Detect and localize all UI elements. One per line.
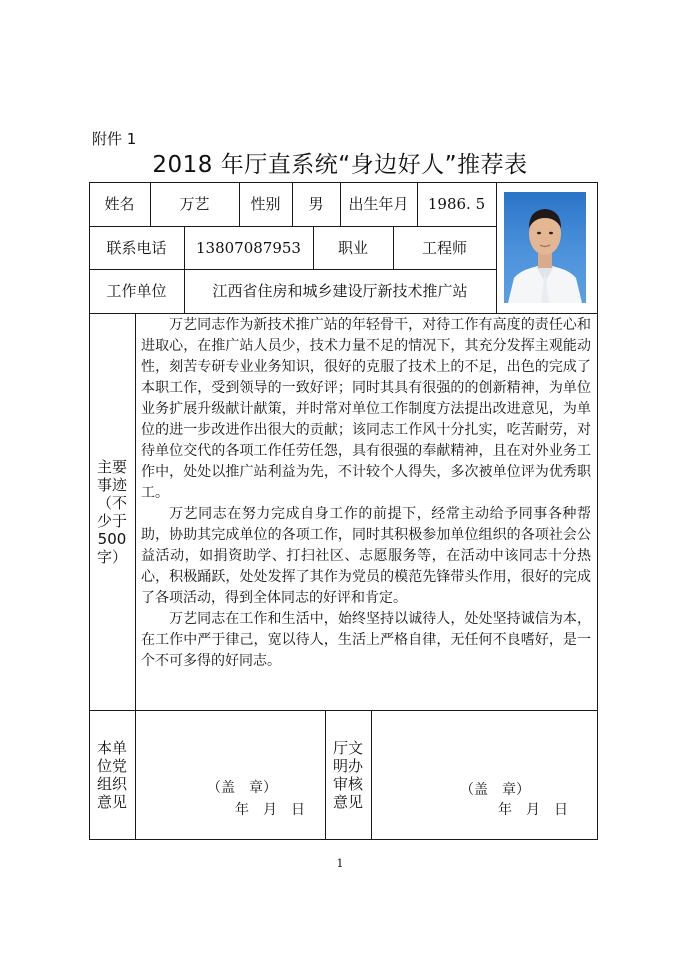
photo-divider: [496, 182, 497, 313]
party-opinion-label-line: 组织: [96, 774, 127, 793]
party-opinion-label-line: 本单: [96, 738, 127, 757]
office-review-label-line: 意见: [332, 792, 363, 811]
gender-label: 性别: [250, 195, 281, 213]
party-opinion-label: [89, 710, 135, 839]
opinion-divider-a: [135, 710, 136, 839]
party-opinion-label-line: 意见: [96, 792, 127, 811]
deeds-label: [89, 313, 135, 710]
phone-label: 联系电话: [106, 238, 167, 257]
office-review-label-line: 厅文: [332, 738, 363, 757]
deeds-label-line: 少于: [96, 511, 127, 530]
portrait-photo: [504, 192, 586, 303]
deeds-paragraph: 万艺同志在工作和生活中，始终坚持以诚待人，处处坚持诚信为本，在工作中严于律己，宽以待人，生活上严格自律，无任何不良嗜好，是一个不可多得的好同志。: [141, 611, 591, 669]
row-divider-3: [89, 313, 598, 314]
deeds-paragraph: 万艺同志在努力完成自身工作的前提下，经常主动给予同事各种帮助，协助其完成单位的各项工作，同时其积极参加单位组织的各项社会公益活动，如捐资助学、打扫社区、志愿服务等，在活动中该同志十分热心，积极踊跃，处处发挥了其作为党员的模范先锋带头作用，很好的完成了各项活动，得到全体同志的好评和肯定。: [141, 506, 591, 606]
party-date-text: 年 月 日: [235, 802, 305, 818]
attachment-label: 附件 1: [92, 130, 137, 148]
deeds-label-line: 主要: [96, 457, 127, 476]
page-number: 1: [336, 857, 344, 870]
deeds-divider: [135, 313, 136, 710]
opinion-divider-c: [371, 710, 372, 839]
name-label: 姓名: [104, 195, 135, 213]
border-right: [597, 182, 598, 840]
deeds-label-line: 字）: [96, 547, 127, 566]
office-date-text: 年 月 日: [498, 802, 568, 818]
job-label: 职业: [337, 238, 368, 257]
recommendation-form: [89, 182, 598, 839]
office-review-label-line: 审核: [332, 774, 363, 793]
office-seal-text: （盖 章）: [460, 782, 530, 798]
deeds-paragraph: 万艺同志作为新技术推广站的年轻骨干，对待工作有高度的责任心和进取心，在推广站人员少，技术力量不足的情况下，其充分发挥主观能动性，刻苦专研专业业务知识，很好的克服了技术上的不足，出色的完成了本职工作，受到领导的一致好评；同时其具有很强的的创新精神，为单位业务扩展升级献计献策，并时常对单位工作制度方法提出改进意见，为单位的进一步改进作出很大的贡献；该同志工作风十分扎实，吃苦耐劳，对待单位交代的各项工作任劳任怨，具有很强的奉献精神，且在对外业务工作中，处处以推广站利益为先，不计较个人得失，多次被单位评为优秀职工。: [141, 317, 591, 501]
person-figure-icon: [504, 192, 586, 303]
party-seal-text: （盖 章）: [207, 780, 277, 796]
job-value: 工程师: [421, 238, 467, 257]
phone-value: 13807087953: [196, 238, 301, 257]
name-value: 万艺: [179, 195, 210, 213]
deeds-label-line: （不: [96, 493, 127, 512]
party-opinion-label-line: 位党: [96, 756, 127, 775]
deeds-text: [141, 315, 591, 672]
page-title: 2018 年厅直系统“身边好人”推荐表: [152, 152, 528, 178]
birth-value: 1986. 5: [427, 195, 486, 213]
office-review-label-line: 明办: [332, 756, 363, 775]
unit-value: 江西省住房和城乡建设厅新技术推广站: [212, 282, 468, 300]
deeds-label-line: 500: [97, 529, 127, 548]
border-bottom: [89, 839, 598, 840]
office-review-label: [325, 710, 371, 839]
deeds-label-line: 事迹: [96, 475, 127, 494]
gender-value: 男: [308, 195, 324, 213]
birth-label: 出生年月: [348, 195, 409, 213]
unit-label: 工作单位: [106, 282, 167, 300]
